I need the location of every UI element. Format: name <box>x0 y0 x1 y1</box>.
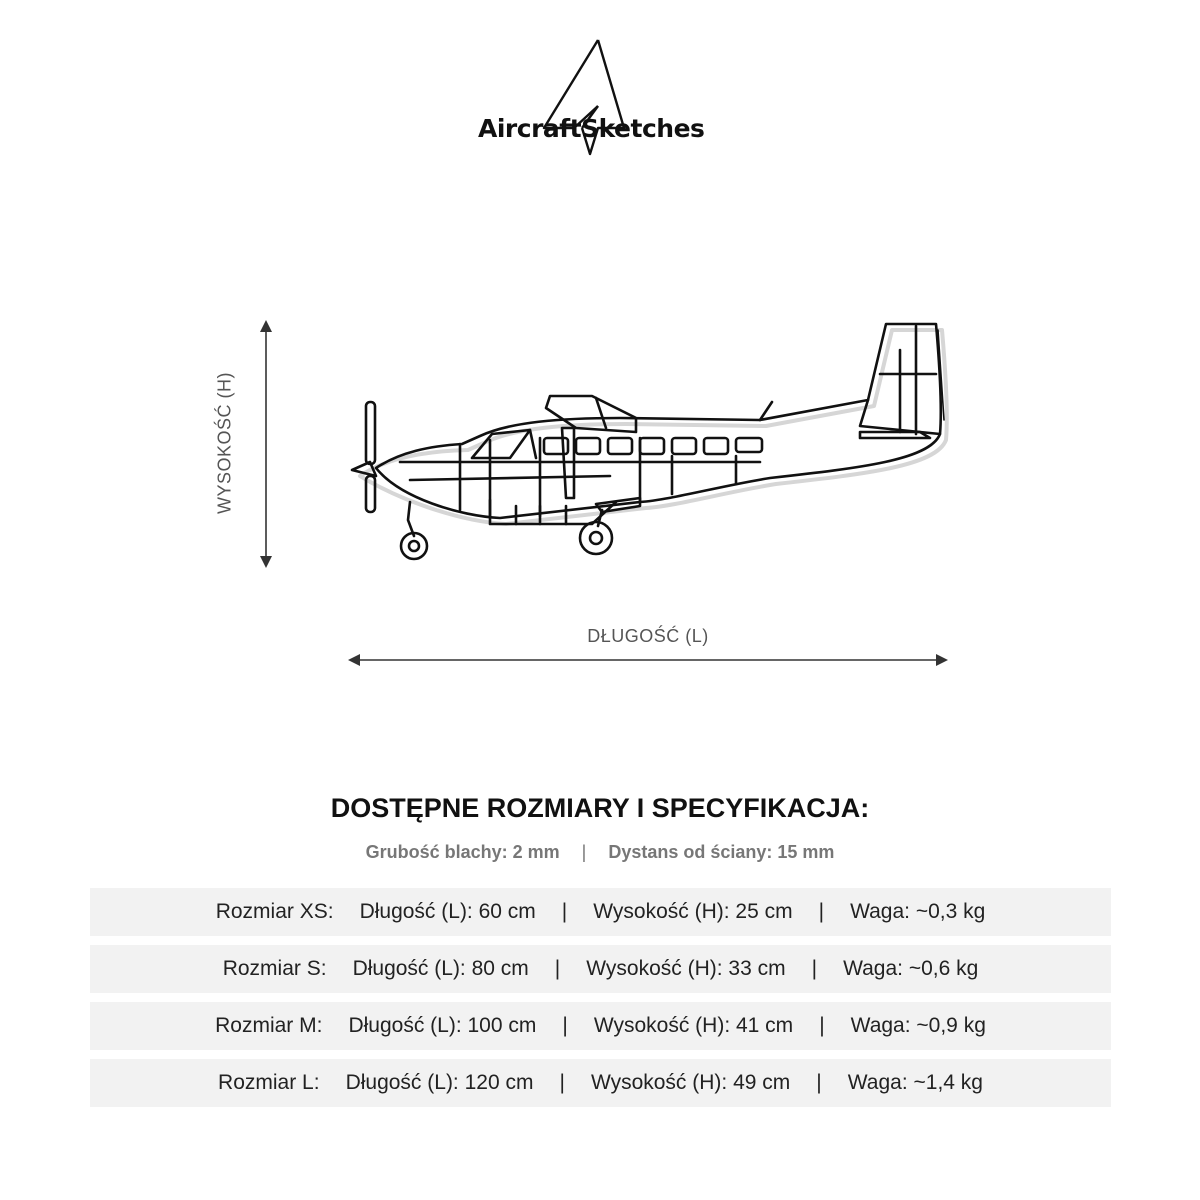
separator: | <box>581 842 587 862</box>
brand-name: AircraftSketches <box>478 114 705 143</box>
size-weight: Waga: ~0,6 kg <box>843 957 979 980</box>
specs-subtitle <box>0 842 1200 863</box>
size-label: Rozmiar S: <box>222 957 327 980</box>
aircraft-silhouette-icon <box>340 310 960 590</box>
length-dimension-label: DŁUGOŚĆ (L) <box>587 626 709 646</box>
size-length: Długość (L): 60 cm <box>359 900 536 923</box>
separator: | <box>816 1071 822 1094</box>
size-label: Rozmiar XS: <box>215 900 334 923</box>
size-row-l <box>90 1059 1111 1107</box>
size-table <box>90 888 1111 1116</box>
size-label: Rozmiar M: <box>215 1014 323 1037</box>
specs-title: DOSTĘPNE ROZMIARY I SPECYFIKACJA: <box>330 793 870 823</box>
size-label: Rozmiar L: <box>218 1071 320 1094</box>
separator: | <box>818 900 825 923</box>
size-row-xs <box>90 888 1111 936</box>
size-weight: Waga: ~0,9 kg <box>850 1014 986 1037</box>
size-height: Wysokość (H): 25 cm <box>593 900 793 923</box>
sheet-thickness: Grubość blachy: 2 mm <box>365 842 560 862</box>
separator: | <box>811 957 818 980</box>
size-row-s <box>90 945 1111 993</box>
brand-logo <box>470 36 730 160</box>
height-dimension-label: WYSOKOŚĆ (H) <box>214 372 235 515</box>
size-length: Długość (L): 80 cm <box>352 957 529 980</box>
separator: | <box>561 900 568 923</box>
size-length: Długość (L): 120 cm <box>345 1071 534 1094</box>
separator: | <box>554 957 561 980</box>
size-height: Wysokość (H): 33 cm <box>586 957 786 980</box>
size-height: Wysokość (H): 49 cm <box>590 1071 791 1094</box>
separator: | <box>562 1014 568 1037</box>
size-length: Długość (L): 100 cm <box>348 1014 537 1037</box>
size-weight: Waga: ~0,3 kg <box>850 900 986 923</box>
length-double-arrow-icon <box>346 650 950 670</box>
separator: | <box>819 1014 825 1037</box>
size-row-m <box>90 1002 1111 1050</box>
height-double-arrow-icon <box>256 318 276 570</box>
size-height: Wysokość (H): 41 cm <box>593 1014 794 1037</box>
wall-distance: Dystans od ściany: 15 mm <box>608 842 835 862</box>
separator: | <box>559 1071 565 1094</box>
size-weight: Waga: ~1,4 kg <box>847 1071 983 1094</box>
